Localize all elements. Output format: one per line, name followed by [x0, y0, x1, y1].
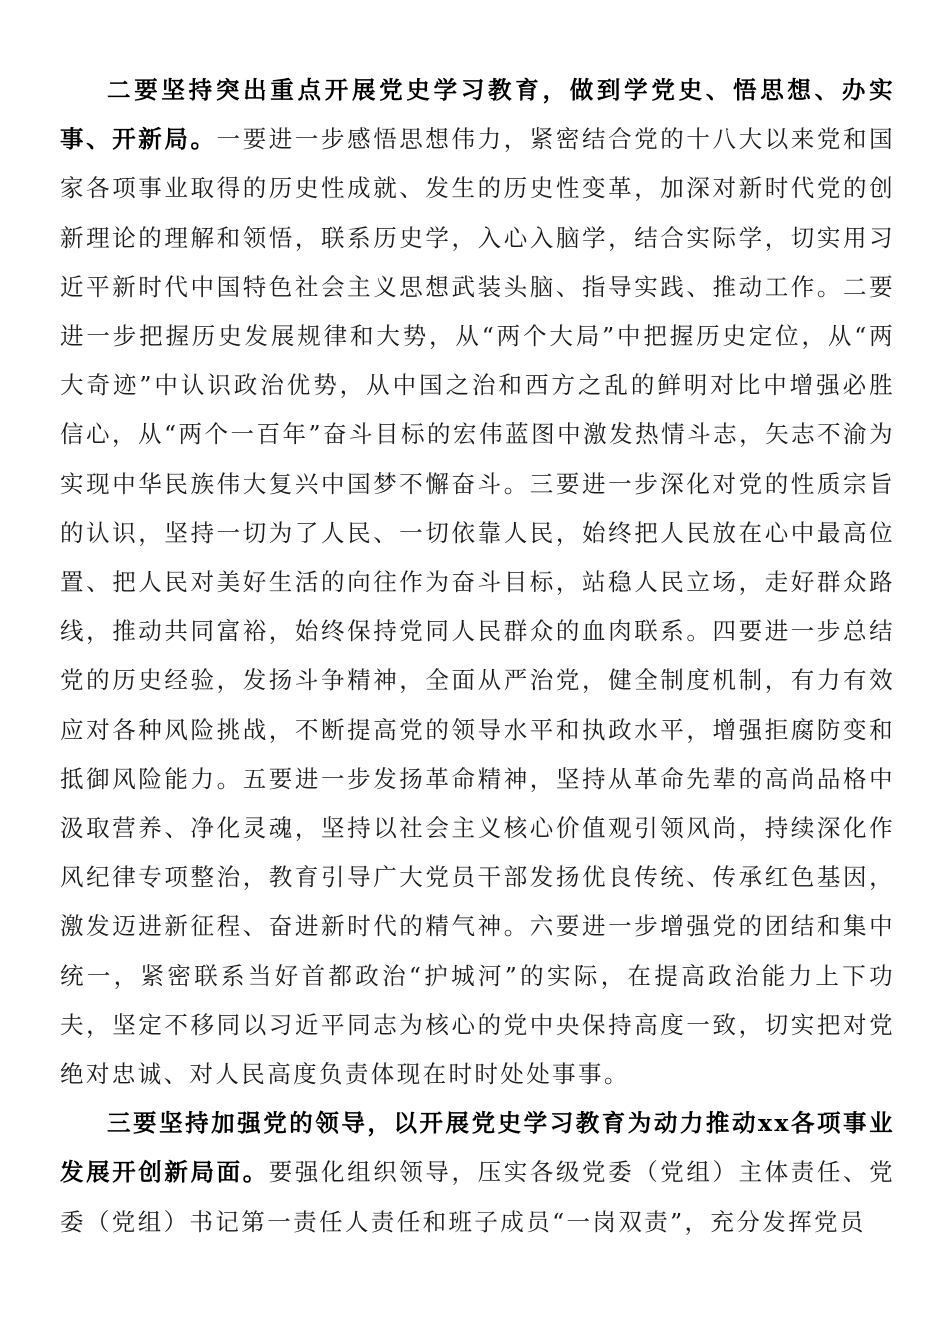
paragraph-2-lead: 二要坚持突出重点开展党史学习教育，做到学党史、悟思想、办实事、开新局。 — [60, 76, 895, 154]
paragraph-3-lead: 三要坚持加强党的领导，以开展党史学习教育为动力推动xx各项事业发展开创新局面。 — [60, 1109, 895, 1187]
document-body — [60, 66, 895, 1247]
paragraph-3-body: 要强化组织领导，压实各级党委（党组）主体责任、党委（党组）书记第一责任人责任和班子成员“一岗双责”，充分发挥党员 — [60, 1158, 895, 1236]
paragraph-3 — [60, 1099, 895, 1247]
paragraph-2 — [60, 66, 895, 1099]
paragraph-2-body: 一要进一步感悟思想伟力，紧密结合党的十八大以来党和国家各项事业取得的历史性成就、发生的历史性变革，加深对新时代党的创新理论的理解和领悟，联系历史学，入心入脑学，结合实际学，切实用习近平新时代中国特色社会主义思想武装头脑、指导实践、推动工作。二要进一步把握历史发展规律和大势，从“两个大局”中把握历史定位，从“两大奇迹”中认识政治优势，从中国之治和西方之乱的鲜明对比中增强必胜信心，从“两个一百年”奋斗目标的宏伟蓝图中激发热情斗志，矢志不渝为实现中华民族伟大复兴中国梦不懈奋斗。三要进一步深化对党的性质宗旨的认识，坚持一切为了人民、一切依靠人民，始终把人民放在心中最高位置、把人民对美好生活的向往作为奋斗目标，站稳人民立场，走好群众路线，推动共同富裕，始终保持党同人民群众的血肉联系。四要进一步总结党的历史经验，发扬斗争精神，全面从严治党，健全制度机制，有力有效应对各种风险挑战，不断提高党的领导水平和执政水平，增强拒腐防变和抵御风险能力。五要进一步发扬革命精神，坚持从革命先辈的高尚品格中汲取营养、净化灵魂，坚持以社会主义核心价值观引领风尚，持续深化作风纪律专项整治，教育引导广大党员干部发扬优良传统、传承红色基因，激发迈进新征程、奋进新时代的精气神。六要进一步增强党的团结和集中统一，紧密联系当好首都政治“护城河”的实际，在提高政治能力上下功夫，坚定不移同以习近平同志为核心的党中央保持高度一致，切实把对党绝对忠诚、对人民高度负责体现在时时处处事事。 — [60, 125, 895, 1089]
